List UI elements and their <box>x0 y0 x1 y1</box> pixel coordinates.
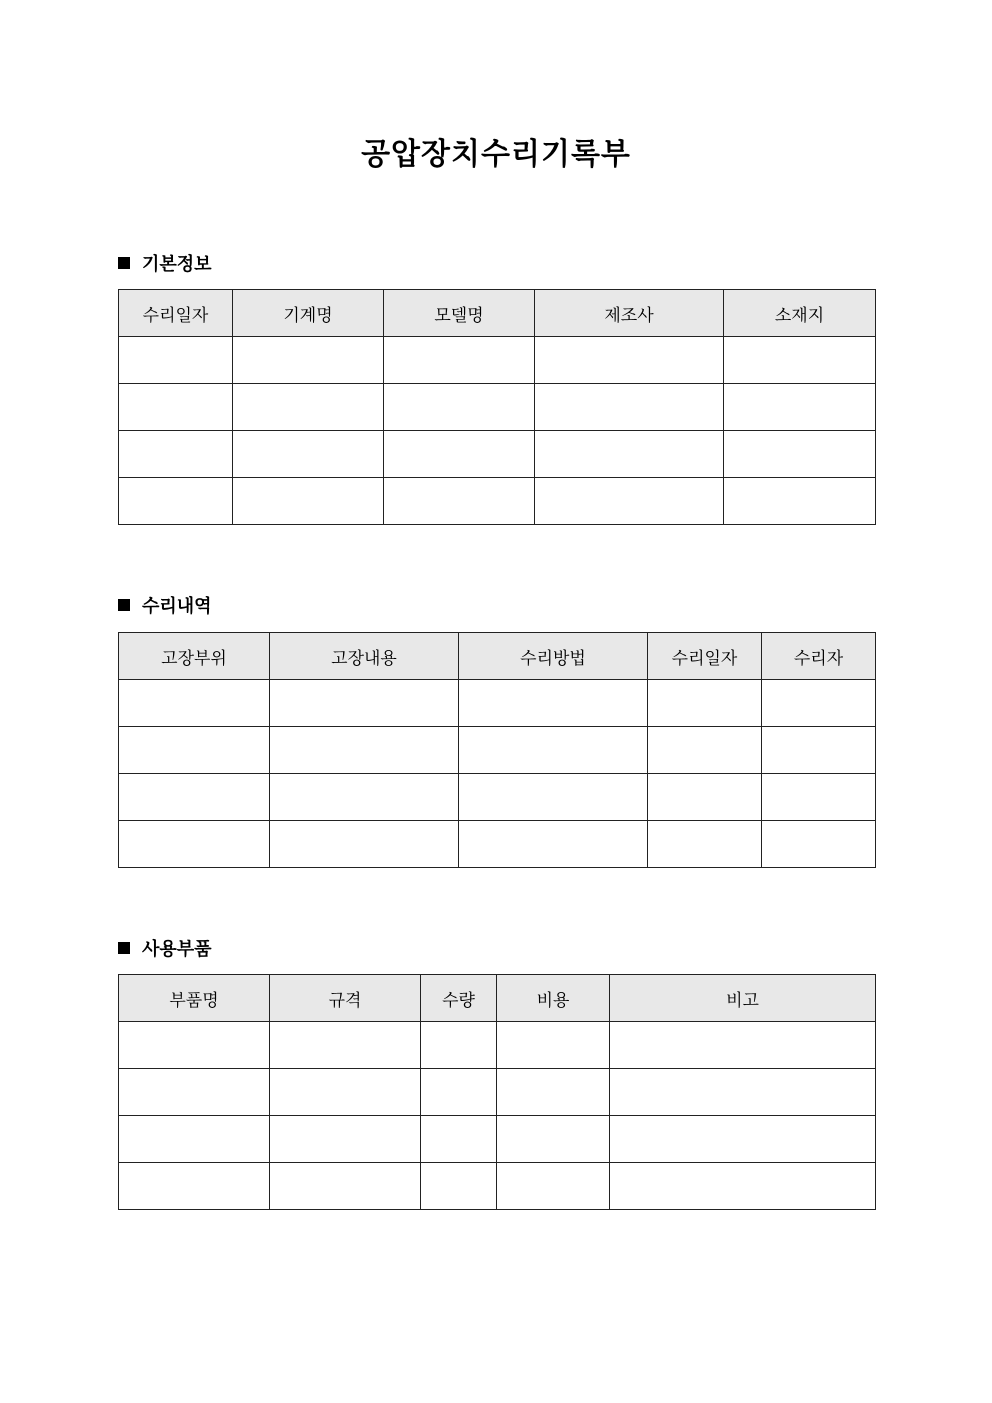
table-cell[interactable] <box>233 384 384 431</box>
table-cell[interactable] <box>270 680 459 727</box>
column-header: 규격 <box>270 975 421 1022</box>
table-cell[interactable] <box>497 1069 610 1116</box>
table-cell[interactable] <box>119 774 270 821</box>
table-cell[interactable] <box>610 1069 876 1116</box>
column-header: 모델명 <box>384 290 535 337</box>
table-cell[interactable] <box>119 680 270 727</box>
table-row <box>119 478 876 525</box>
table-row <box>119 774 876 821</box>
table-cell[interactable] <box>270 1163 421 1210</box>
table-header-row <box>119 975 876 1022</box>
table-cell[interactable] <box>762 680 876 727</box>
table-cell[interactable] <box>459 680 648 727</box>
section-heading-label: 사용부품 <box>142 939 212 960</box>
column-header: 부품명 <box>119 975 270 1022</box>
table-cell[interactable] <box>119 431 233 478</box>
table-cell[interactable] <box>119 337 233 384</box>
section-heading-label: 기본정보 <box>142 254 212 275</box>
table-cell[interactable] <box>119 1116 270 1163</box>
column-header: 기계명 <box>233 290 384 337</box>
table-cell[interactable] <box>648 680 762 727</box>
square-bullet-icon <box>118 599 130 611</box>
table-cell[interactable] <box>384 384 535 431</box>
table-cell[interactable] <box>648 821 762 868</box>
table-cell[interactable] <box>384 431 535 478</box>
table-cell[interactable] <box>270 821 459 868</box>
table-cell[interactable] <box>233 478 384 525</box>
table-cell[interactable] <box>421 1116 497 1163</box>
table-cell[interactable] <box>421 1069 497 1116</box>
table-cell[interactable] <box>384 478 535 525</box>
table-cell[interactable] <box>610 1116 876 1163</box>
table-cell[interactable] <box>535 431 724 478</box>
repair-history-table <box>118 632 876 868</box>
table-cell[interactable] <box>119 727 270 774</box>
table-cell[interactable] <box>535 478 724 525</box>
column-header: 고장부위 <box>119 633 270 680</box>
table-cell[interactable] <box>497 1022 610 1069</box>
column-header: 비고 <box>610 975 876 1022</box>
table-cell[interactable] <box>724 337 876 384</box>
table-cell[interactable] <box>270 1022 421 1069</box>
table-header-row <box>119 290 876 337</box>
table-cell[interactable] <box>270 774 459 821</box>
column-header: 비용 <box>497 975 610 1022</box>
table-row <box>119 680 876 727</box>
table-row <box>119 431 876 478</box>
table-row <box>119 337 876 384</box>
table-cell[interactable] <box>459 727 648 774</box>
table-cell[interactable] <box>119 821 270 868</box>
table-cell[interactable] <box>648 774 762 821</box>
table-cell[interactable] <box>270 1069 421 1116</box>
column-header: 수리방법 <box>459 633 648 680</box>
column-header: 고장내용 <box>270 633 459 680</box>
used-parts-table <box>118 974 876 1210</box>
table-row <box>119 384 876 431</box>
column-header: 수리일자 <box>648 633 762 680</box>
basic-info-table <box>118 289 876 525</box>
table-row <box>119 1163 876 1210</box>
table-cell[interactable] <box>119 1163 270 1210</box>
table-cell[interactable] <box>119 1069 270 1116</box>
table-cell[interactable] <box>119 1022 270 1069</box>
table-cell[interactable] <box>762 821 876 868</box>
column-header: 수리일자 <box>119 290 233 337</box>
table-header-row <box>119 633 876 680</box>
table-cell[interactable] <box>233 431 384 478</box>
section-heading-basic-info <box>118 252 212 278</box>
table-cell[interactable] <box>119 384 233 431</box>
section-heading-label: 수리내역 <box>142 596 212 617</box>
table-cell[interactable] <box>384 337 535 384</box>
table-cell[interactable] <box>762 727 876 774</box>
section-heading-used-parts <box>118 937 212 963</box>
table-cell[interactable] <box>535 384 724 431</box>
square-bullet-icon <box>118 257 130 269</box>
column-header: 제조사 <box>535 290 724 337</box>
table-cell[interactable] <box>459 774 648 821</box>
table-cell[interactable] <box>724 431 876 478</box>
table-cell[interactable] <box>610 1163 876 1210</box>
table-cell[interactable] <box>421 1163 497 1210</box>
document-title: 공압장치수리기록부 <box>361 137 631 172</box>
table-cell[interactable] <box>270 727 459 774</box>
table-row <box>119 1022 876 1069</box>
table-cell[interactable] <box>497 1163 610 1210</box>
table-cell[interactable] <box>535 337 724 384</box>
table-cell[interactable] <box>459 821 648 868</box>
table-row <box>119 727 876 774</box>
square-bullet-icon <box>118 942 130 954</box>
table-cell[interactable] <box>421 1022 497 1069</box>
table-cell[interactable] <box>270 1116 421 1163</box>
table-cell[interactable] <box>119 478 233 525</box>
column-header: 수량 <box>421 975 497 1022</box>
table-cell[interactable] <box>497 1116 610 1163</box>
table-cell[interactable] <box>724 384 876 431</box>
table-cell[interactable] <box>648 727 762 774</box>
table-row <box>119 1069 876 1116</box>
table-cell[interactable] <box>762 774 876 821</box>
section-heading-repair-history <box>118 594 212 620</box>
table-row <box>119 1116 876 1163</box>
table-cell[interactable] <box>233 337 384 384</box>
column-header: 소재지 <box>724 290 876 337</box>
table-cell[interactable] <box>610 1022 876 1069</box>
column-header: 수리자 <box>762 633 876 680</box>
table-row <box>119 821 876 868</box>
table-cell[interactable] <box>724 478 876 525</box>
